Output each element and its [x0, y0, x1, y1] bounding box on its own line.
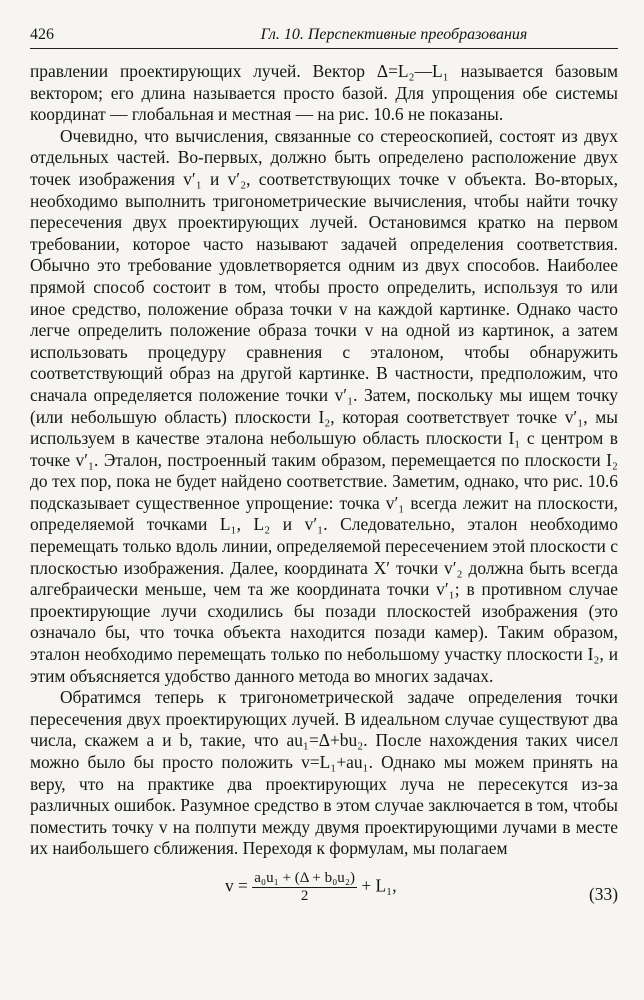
formula-lhs: v = — [225, 875, 248, 896]
running-title: Гл. 10. Перспективные преобразования — [260, 26, 528, 43]
formula-denominator: 2 — [300, 887, 309, 904]
body-text — [30, 61, 618, 860]
paragraph-1: правлении проектирующих лучей. Вектор Δ=L₂—L₁ называется базовым вектором; его длина называется просто базой. Для упрощения обе системы координат — глобальная и местная — на рис. 10.6 не показаны. — [30, 61, 618, 125]
formula-rhs: + L₁, — [361, 875, 397, 896]
formula-numerator: a₀u₁ + (Δ + b₀u₂) — [254, 869, 356, 886]
formula-33 — [30, 870, 618, 920]
formula-fraction — [252, 870, 357, 905]
page-header — [30, 24, 618, 49]
formula-number: (33) — [589, 883, 618, 904]
paragraph-3: Обратимся теперь к тригонометрической задаче определения точки пересечения двух проектирующих лучей. В идеальном случае существуют два числа, скажем a и b, такие, что au₁=Δ+bu₂. После нахождения таких чисел можно было бы просто положить v=L₁+au₁. Однако мы можем принять на веру, что на практике два проектирующих луча не пересекутся из-за различных ошибок. Разумное средство в этом случае заключается в том, чтобы поместить точку v на полпути между двумя проектирующими лучами в месте их наибольшего сближения. Переходя к формулам, мы полагаем — [30, 687, 618, 859]
paragraph-2: Очевидно, что вычисления, связанные со стереоскопией, состоят из двух отдельных частей. Во-первых, должно быть определено расположение двух точек изображения v′₁ и v′₂, соответствующих точке v объекта. Во-вторых, необходимо выполнить тригонометрические вычисления, чтобы найти точку пересечения двух проектирующих лучей. Остановимся кратко на первом требовании, которое часто называют задачей определения соответствия. Обычно это требование удовлетворяется одним из двух способов. Наиболее прямой способ состоит в том, чтобы просто определить, используя то или иное средство, положение образа точки v на каждой картинке. Однако часто легче определить положение образа точки v на одной из картинок, а затем использовать процедуру сравнения с эталоном, чтобы обнаружить соответствующий образ на другой картинке. В частности, предположим, что сначала определяется положение точки v′₁. Затем, поскольку мы ищем точку (или небольшую область) плоскости I₂, которая соответствует точке v′₁, мы используем в качестве эталона небольшую область плоскости I₁ с центром в точке v′₁. Эталон, построенный таким образом, перемещается по плоскости I₂ до тех пор, пока не будет найдено соответствие. Заметим, однако, что рис. 10.6 подсказывает существенное упрощение: точка v′₁ всегда лежит на плоскости, определяемой точками L₁, L₂ и v′₁. Следовательно, эталон необходимо перемещать только вдоль линии, определяемой пересечением этой плоскости с плоскостью изображения. Далее, координата X′ точки v′₂ должна быть всегда алгебраически меньше, чем та же координата точки v′₁; в противном случае проектирующие лучи сходились бы позади плоскостей изображения (это означало бы, что точка объекта находится позади камер). Таким образом, эталон необходимо перемещать только по небольшому участку плоскости I₂, и этим объясняется удобство данного метода во многих задачах. — [30, 125, 618, 686]
page-number: 426 — [30, 26, 54, 43]
formula-expression — [225, 870, 397, 905]
